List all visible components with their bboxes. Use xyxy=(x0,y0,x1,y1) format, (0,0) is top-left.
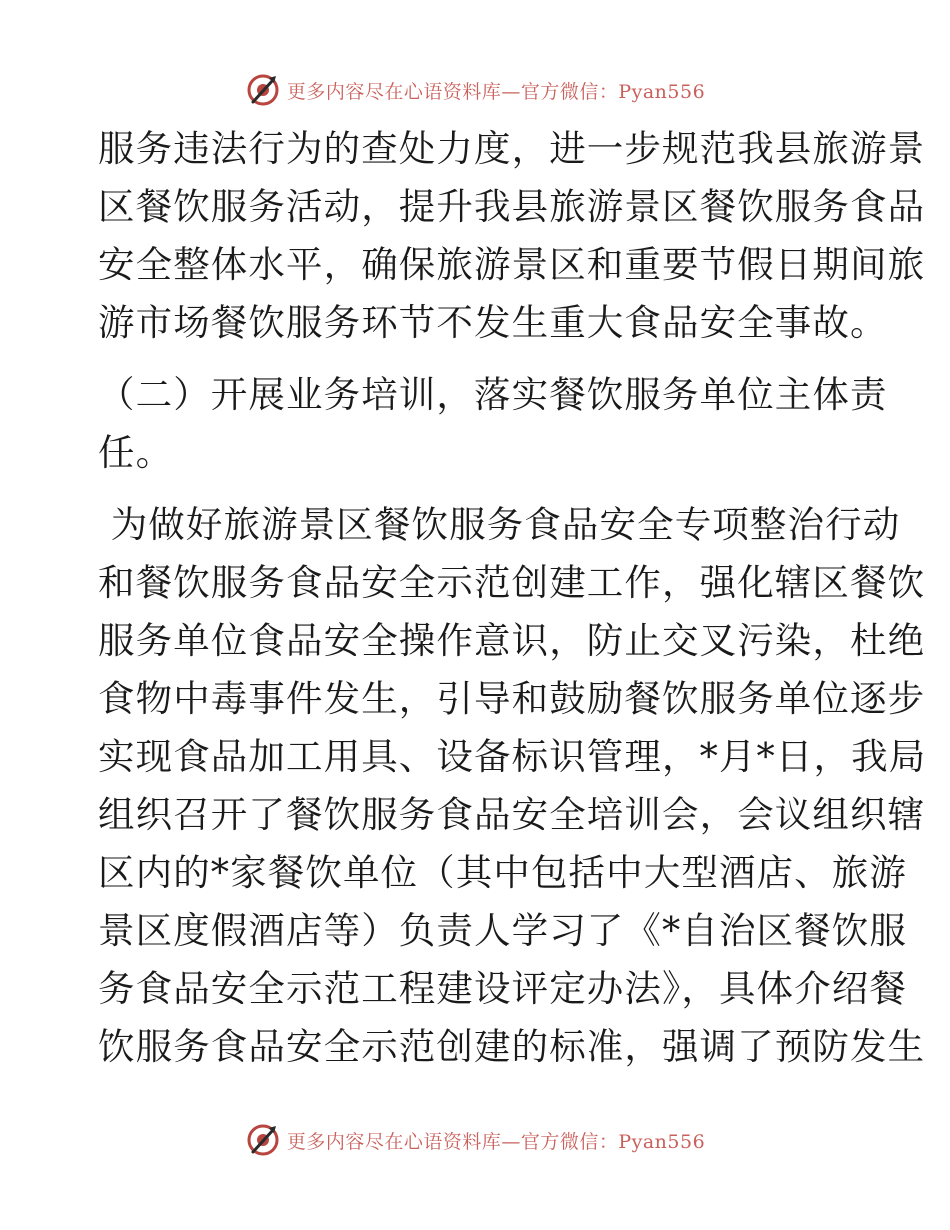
header-banner-text: 更多内容尽在心语资料库—官方微信：Pyan556 xyxy=(286,80,706,103)
text-line: 游市场餐饮服务环节不发生重大食品安全事故。 xyxy=(98,301,888,344)
text-line: 饮服务食品安全示范创建的标准，强调了预防发生 xyxy=(98,1025,926,1068)
heading-line: 任。 xyxy=(98,431,174,474)
text-line: 实现食品加工用具、设备标识管理，*月*日，我局 xyxy=(98,735,927,778)
text-line: 安全整体水平，确保旅游景区和重要节假日期间旅 xyxy=(98,243,926,286)
document-body xyxy=(98,120,927,1076)
text-line: 和餐饮服务食品安全示范创建工作，强化辖区餐饮 xyxy=(98,561,926,604)
text-line: 区内的*家餐饮单位（其中包括中大型酒店、旅游 xyxy=(98,851,907,894)
paragraph-1 xyxy=(98,120,926,352)
paragraph-2 xyxy=(98,496,927,1076)
text-line: 组织召开了餐饮服务食品安全培训会，会议组织辖 xyxy=(98,793,926,836)
text-line: 食物中毒事件发生，引导和鼓励餐饮服务单位逐步 xyxy=(98,677,926,720)
brand-logo-icon xyxy=(245,1122,281,1158)
heading-line: （二）开展业务培训，落实餐饮服务单位主体责 xyxy=(98,373,888,416)
footer-banner-text: 更多内容尽在心语资料库—官方微信：Pyan556 xyxy=(286,1130,706,1153)
text-line: 区餐饮服务活动，提升我县旅游景区餐饮服务食品 xyxy=(98,185,926,228)
brand-logo-icon xyxy=(245,72,281,108)
text-line: 服务违法行为的查处力度，进一步规范我县旅游景 xyxy=(98,127,926,170)
text-line: 服务单位食品安全操作意识，防止交叉污染，杜绝 xyxy=(98,619,926,662)
header-banner xyxy=(0,68,950,112)
text-line: 为做好旅游景区餐饮服务食品安全专项整治行动 xyxy=(98,503,901,546)
footer-banner xyxy=(0,1118,950,1162)
section-heading xyxy=(98,366,888,482)
text-line: 景区度假酒店等）负责人学习了《*自治区餐饮服 xyxy=(98,909,907,952)
text-line: 务食品安全示范工程建设评定办法》，具体介绍餐 xyxy=(98,967,907,1010)
